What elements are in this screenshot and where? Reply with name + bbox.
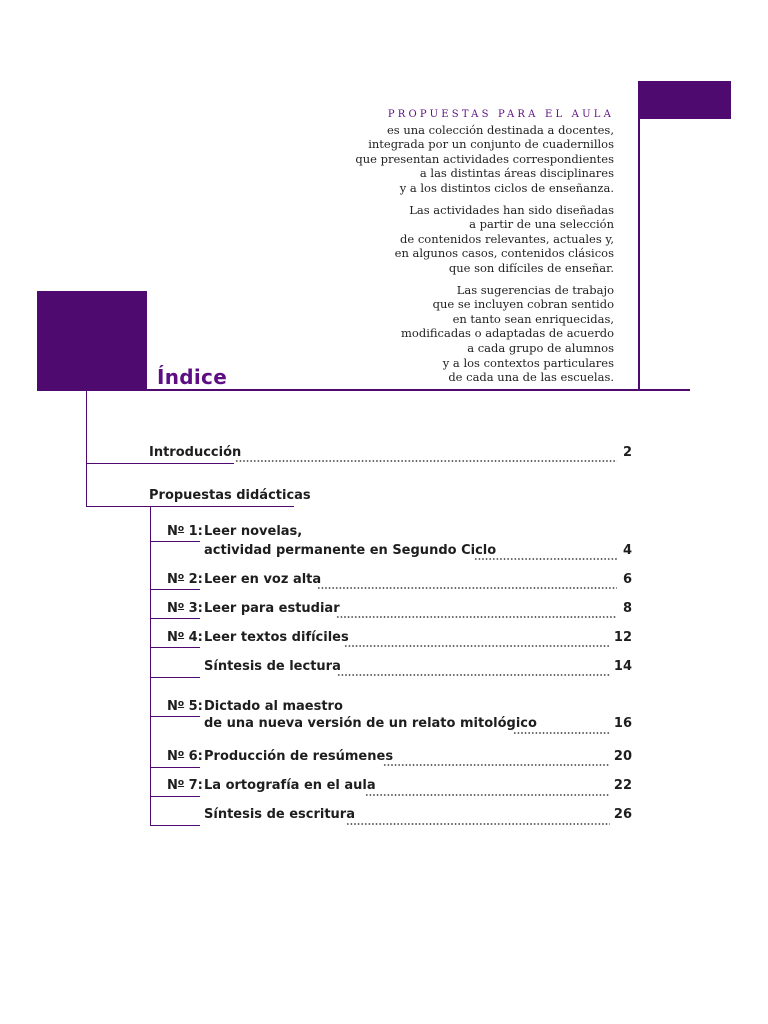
toc-item-rule xyxy=(150,677,200,678)
intro-line: en tanto sean enriquecidas, xyxy=(452,311,614,326)
toc-item-rule xyxy=(150,767,200,768)
number-prefix: N xyxy=(167,749,178,764)
propuestas-branch xyxy=(86,506,294,507)
intro-line: y a los distintos ciclos de enseñanza. xyxy=(399,180,614,195)
toc-item-number: $N^o$ 2: xyxy=(167,572,203,587)
intro-line: que presentan actividades correspondientes xyxy=(355,151,614,166)
item-number: 7 xyxy=(188,778,198,793)
toc-leader-dots xyxy=(344,645,610,647)
intro-line: de contenidos relevantes, actuales y, xyxy=(400,231,614,246)
number-prefix: N xyxy=(167,630,178,645)
item-number: 2 xyxy=(188,572,198,587)
toc-item-rule xyxy=(150,796,200,797)
intro-line: a cada grupo de alumnos xyxy=(467,340,614,355)
item-number: 3 xyxy=(188,601,198,616)
toc-item-title[interactable]: Leer novelas, xyxy=(204,524,303,539)
toc-item-rule xyxy=(150,716,200,717)
toc-leader-dots xyxy=(513,732,610,734)
toc-item-rule xyxy=(150,825,200,826)
toc-item-title-line2[interactable]: actividad permanente en Segundo Ciclo xyxy=(204,543,497,558)
number-superscript: o xyxy=(177,572,185,582)
toc-page-number: 20 xyxy=(613,749,632,764)
number-prefix: N xyxy=(167,524,178,539)
toc-item-number: $N^o$ 1: xyxy=(167,524,203,539)
intro-line: integrada por un conjunto de cuadernillos xyxy=(368,137,614,152)
toc-item-title[interactable]: Síntesis de lectura xyxy=(204,659,341,674)
toc-introduccion-label[interactable]: Introducción xyxy=(149,445,242,460)
number-superscript: o xyxy=(177,749,185,759)
toc-item-title-line2[interactable]: de una nueva versión de un relato mitológico xyxy=(204,716,537,731)
number-superscript: o xyxy=(177,778,185,788)
intro-line: de cada una de las escuelas. xyxy=(448,370,614,385)
toc-leader-dots xyxy=(235,460,617,462)
number-prefix: N xyxy=(167,572,178,587)
toc-item-title[interactable]: Leer en voz alta xyxy=(204,572,322,587)
toc-leader-dots xyxy=(337,674,610,676)
intro-line: modificadas o adaptadas de acuerdo xyxy=(401,326,614,341)
toc-item-number: $N^o$ 7: xyxy=(167,778,203,793)
toc-page-number: 14 xyxy=(613,659,632,674)
number-prefix: N xyxy=(167,778,178,793)
intro-line: a las distintas áreas disciplinares xyxy=(419,166,614,181)
number-superscript: o xyxy=(177,524,185,534)
right-vertical-rule xyxy=(638,81,640,391)
toc-item-title[interactable]: Leer textos difíciles xyxy=(204,630,349,645)
toc-item-title[interactable]: Producción de resúmenes xyxy=(204,749,394,764)
index-tree-trunk xyxy=(86,391,87,507)
number-superscript: o xyxy=(177,630,185,640)
toc-leader-dots xyxy=(336,616,617,618)
toc-item-number: $N^o$ 4: xyxy=(167,630,203,645)
number-prefix: N xyxy=(167,601,178,616)
intro-line: Las actividades han sido diseñadas xyxy=(409,202,614,217)
toc-leader-dots xyxy=(474,558,617,560)
intro-line: y a los contextos particulares xyxy=(442,355,614,370)
number-prefix: N xyxy=(167,699,178,714)
toc-page-number: 8 xyxy=(622,601,632,616)
toc-item-rule xyxy=(150,647,200,648)
toc-item-number: $N^o$ 6: xyxy=(167,749,203,764)
toc-page-number: 22 xyxy=(613,778,632,793)
toc-leader-dots xyxy=(383,764,610,766)
toc-item-rule xyxy=(150,618,200,619)
top-right-purple-block xyxy=(639,81,731,119)
toc-leader-dots xyxy=(317,587,617,589)
series-title: PROPUESTAS PARA EL AULA xyxy=(387,109,614,120)
toc-leader-dots xyxy=(346,823,610,825)
item-number: 1 xyxy=(188,524,198,539)
left-purple-block xyxy=(37,291,147,391)
item-number: 6 xyxy=(188,749,198,764)
toc-item-title[interactable]: Dictado al maestro xyxy=(204,699,343,714)
toc-page-number: 2 xyxy=(622,445,632,460)
toc-leader-dots xyxy=(365,794,610,796)
toc-page-number: 6 xyxy=(622,572,632,587)
toc-page-number: 26 xyxy=(613,807,632,822)
toc-item-rule xyxy=(150,589,200,590)
intro-line: que son difíciles de enseñar. xyxy=(448,260,614,275)
toc-page-number: 4 xyxy=(622,543,632,558)
intro-paragraph-2 xyxy=(274,203,614,276)
intro-paragraph-1 xyxy=(274,123,614,196)
intro-text-block xyxy=(274,108,614,392)
intro-line: en algunos casos, contenidos clásicos xyxy=(394,246,614,261)
intro-branch xyxy=(86,463,234,464)
intro-line: que se incluyen cobran sentido xyxy=(432,297,614,312)
toc-page-number: 12 xyxy=(613,630,632,645)
toc-item-number: $N^o$ 3: xyxy=(167,601,203,616)
intro-line: es una colección destinada a docentes, xyxy=(386,122,614,137)
item-number: 4 xyxy=(188,630,198,645)
intro-line: a partir de una selección xyxy=(469,217,614,232)
intro-line: Las sugerencias de trabajo xyxy=(456,282,614,297)
toc-item-rule xyxy=(150,541,200,542)
number-superscript: o xyxy=(177,699,185,709)
toc-item-number: $N^o$ 5: xyxy=(167,699,203,714)
toc-item-title[interactable]: Leer para estudiar xyxy=(204,601,340,616)
toc-item-title[interactable]: La ortografía en el aula xyxy=(204,778,376,793)
intro-paragraph-3 xyxy=(274,283,614,385)
propuestas-tree-trunk xyxy=(150,506,151,825)
toc-item-title[interactable]: Síntesis de escritura xyxy=(204,807,355,822)
index-title: Índice xyxy=(157,365,228,389)
item-number: 5 xyxy=(188,699,198,714)
toc-page-number: 16 xyxy=(613,716,632,731)
number-superscript: o xyxy=(177,601,185,611)
toc-propuestas-heading: Propuestas didácticas xyxy=(149,488,311,503)
